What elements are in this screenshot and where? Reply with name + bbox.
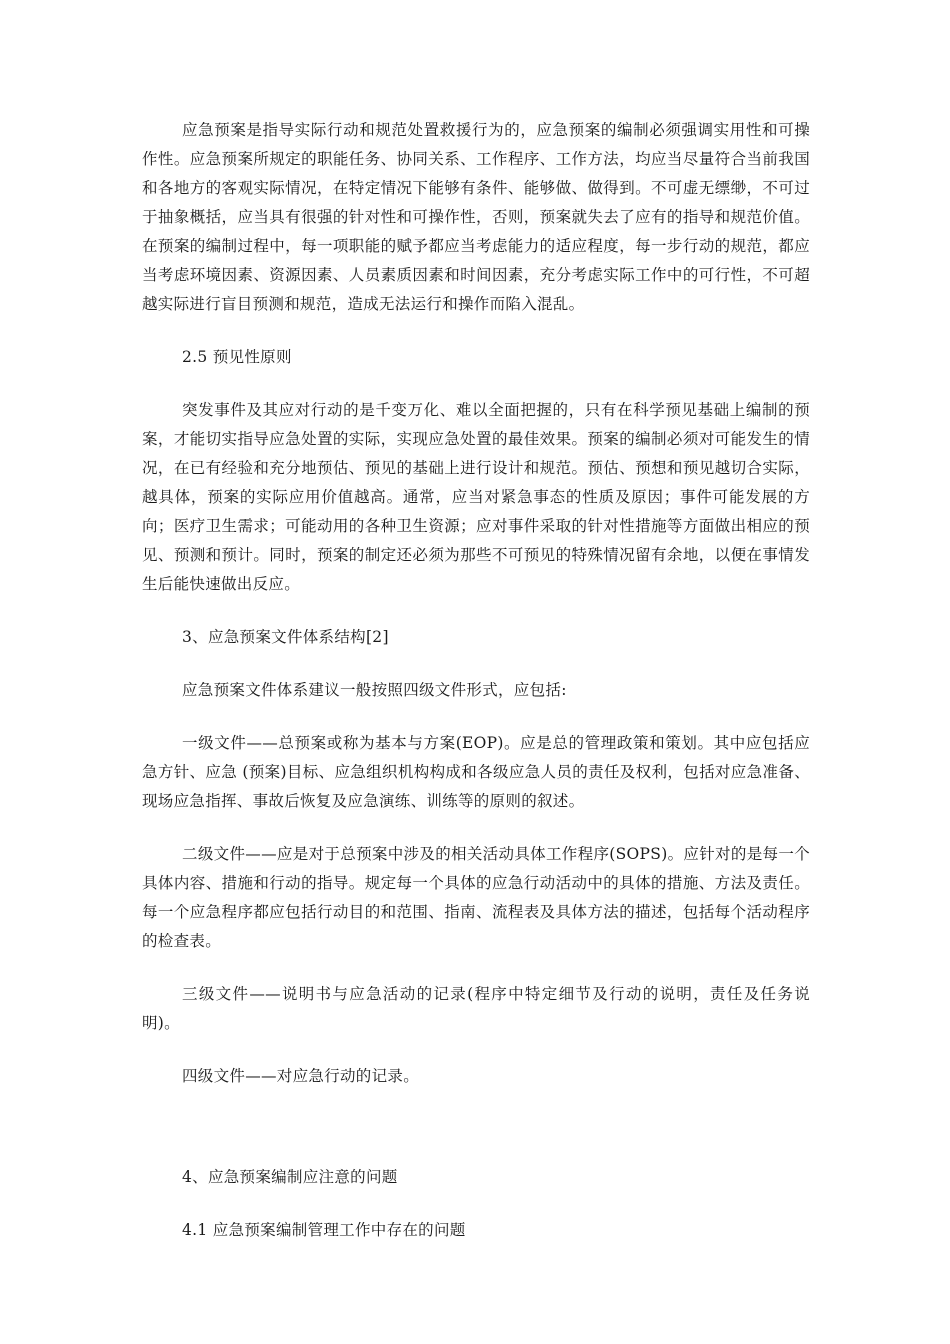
paragraph-practicality: 应急预案是指导实际行动和规范处置救援行为的，应急预案的编制必须强调实用性和可操作性。应急预案所规定的职能任务、协同关系、工作程序、工作方法，均应当尽量符合当前我国和各地方的客观实际情况，在特定情况下能够有条件、能够做、做得到。不可虚无缥缈，不可过于抽象概括，应当具有很强的针对性和可操作性，否则，预案就失去了应有的指导和规范价值。在预案的编制过程中，每一项职能的赋予都应当考虑能力的适应程度，每一步行动的规范，都应当考虑环境因素、资源因素、人员素质因素和时间因素，充分考虑实际工作中的可行性，不可超越实际进行盲目预测和规范，造成无法运行和操作而陷入混乱。 [142, 121, 810, 313]
paragraph-level-three: 三级文件——说明书与应急活动的记录(程序中特定细节及行动的说明，责任及任务说明)。 [142, 985, 810, 1032]
paragraph-level-four: 四级文件——对应急行动的记录。 [182, 1067, 420, 1085]
paragraph-level-two: 二级文件——应是对于总预案中涉及的相关活动具体工作程序(SOPS)。应针对的是每一个具体内容、措施和行动的指导。规定每一个具体的应急行动活动中的具体的措施、方法及责任。每一个应急程序都应包括行动目的和范围、指南、流程表及具体方法的描述，包括每个活动程序的检查表。 [142, 845, 810, 950]
paragraph-foresight: 突发事件及其应对行动的是千变万化、难以全面把握的，只有在科学预见基础上编制的预案，才能切实指导应急处置的实际，实现应急处置的最佳效果。预案的编制必须对可能发生的情况，在已有经验和充分地预估、预见的基础上进行设计和规范。预估、预想和预见越切合实际，越具体，预案的实际应用价值越高。通常，应当对紧急事态的性质及原因；事件可能发展的方向；医疗卫生需求；可能动用的各种卫生资源；应对事件采取的针对性措施等方面做出相应的预见、预测和预计。同时，预案的制定还必须为那些不可预见的特殊情况留有余地，以便在事情发生后能快速做出反应。 [142, 401, 810, 593]
heading-4-1-problems: 4.1 应急预案编制管理工作中存在的问题 [182, 1221, 466, 1239]
heading-4-issues: 4、应急预案编制应注意的问题 [182, 1168, 398, 1186]
heading-3-structure: 3、应急预案文件体系结构[2] [182, 628, 389, 646]
section-spacer [142, 1115, 810, 1163]
paragraph-level-one: 一级文件——总预案或称为基本与方案(EOP)。应是总的管理政策和策划。其中应包括应急方针、应急 (预案)目标、应急组织机构构成和各级应急人员的责任及权利，包括对应急准备、现场应急指挥、事故后恢复及应急演练、训练等的原则的叙述。 [142, 734, 810, 810]
heading-2-5-foresight: 2.5 预见性原则 [182, 348, 292, 366]
document-body [142, 116, 810, 1269]
paragraph-structure-intro: 应急预案文件体系建议一般按照四级文件形式，应包括: [182, 681, 567, 699]
